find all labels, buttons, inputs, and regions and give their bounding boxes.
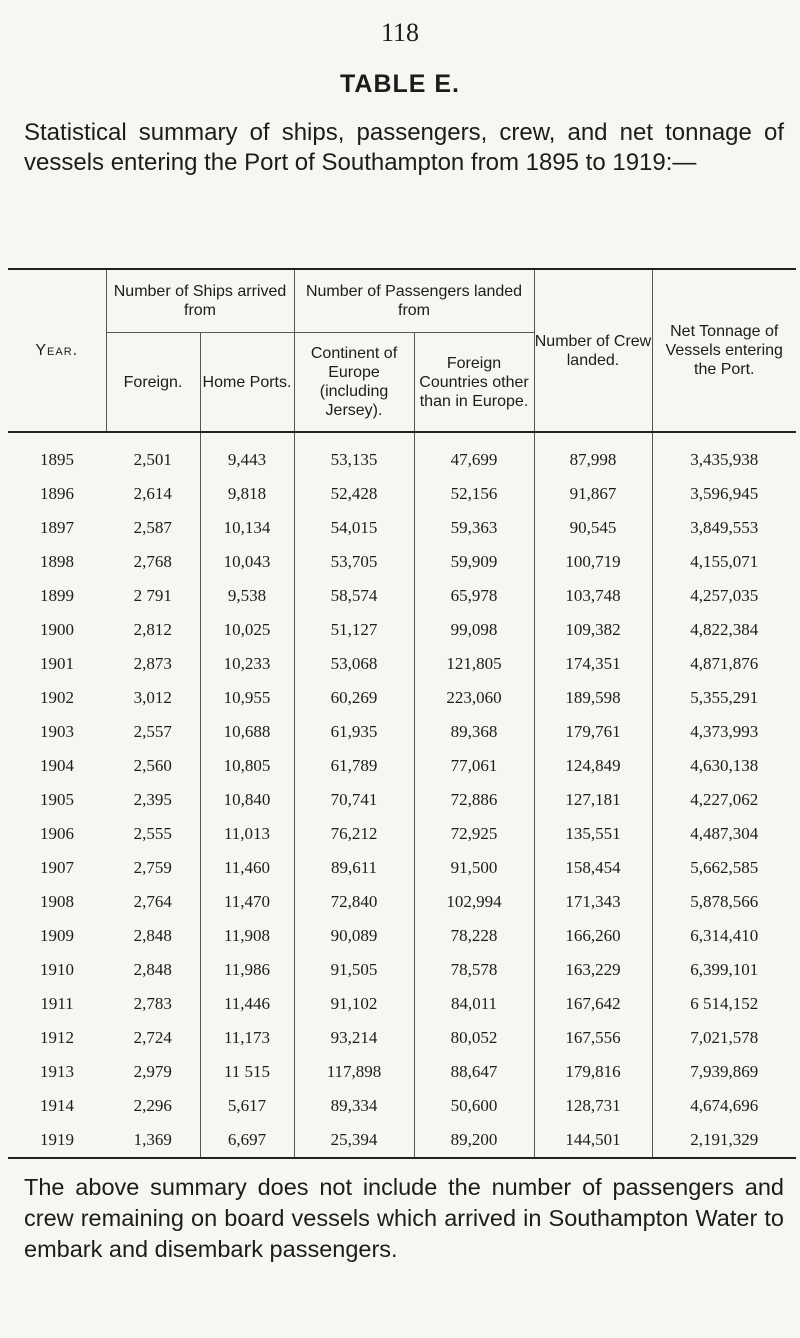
table-row [8, 1089, 796, 1123]
cell-passengers-foreign: 91,500 [414, 851, 534, 885]
cell-ships-home-ports: 10,840 [200, 783, 294, 817]
cell-ships-foreign: 2,587 [106, 511, 200, 545]
header-foreign: Foreign. [106, 333, 200, 433]
cell-passengers-foreign: 78,578 [414, 953, 534, 987]
cell-passengers-continent: 51,127 [294, 613, 414, 647]
cell-ships-home-ports: 10,688 [200, 715, 294, 749]
table-row [8, 817, 796, 851]
table-title: TABLE E. [339, 70, 461, 98]
cell-crew: 163,229 [534, 953, 652, 987]
cell-ships-foreign: 2,759 [106, 851, 200, 885]
cell-ships-foreign: 2,848 [106, 919, 200, 953]
cell-crew: 179,761 [534, 715, 652, 749]
cell-ships-foreign: 2,395 [106, 783, 200, 817]
cell-ships-foreign: 2,557 [106, 715, 200, 749]
cell-crew: 167,642 [534, 987, 652, 1021]
table-row [8, 1021, 796, 1055]
cell-ships-foreign: 3,012 [106, 681, 200, 715]
cell-ships-foreign: 2 791 [106, 579, 200, 613]
cell-passengers-foreign: 121,805 [414, 647, 534, 681]
cell-year: 1900 [40, 620, 74, 639]
cell-tonnage: 7,939,869 [690, 1062, 759, 1081]
cell-tonnage: 5,355,291 [690, 688, 759, 707]
cell-ships-home-ports: 11,460 [200, 851, 294, 885]
table-row [8, 1055, 796, 1089]
cell-passengers-continent: 61,935 [294, 715, 414, 749]
cell-tonnage: 4,674,696 [690, 1096, 759, 1115]
cell-passengers-foreign: 72,925 [414, 817, 534, 851]
cell-year: 1897 [40, 518, 74, 537]
cell-passengers-continent: 117,898 [294, 1055, 414, 1089]
cell-passengers-foreign: 88,647 [414, 1055, 534, 1089]
cell-passengers-foreign: 59,909 [414, 545, 534, 579]
cell-ships-foreign: 2,555 [106, 817, 200, 851]
table-row [8, 511, 796, 545]
cell-crew: 179,816 [534, 1055, 652, 1089]
cell-ships-home-ports: 10,955 [200, 681, 294, 715]
cell-ships-foreign: 2,614 [106, 477, 200, 511]
table-row [8, 477, 796, 511]
cell-tonnage: 7,021,578 [690, 1028, 759, 1047]
cell-ships-foreign: 2,724 [106, 1021, 200, 1055]
cell-year: 1895 [40, 450, 74, 469]
table-row [8, 885, 796, 919]
cell-passengers-foreign: 89,368 [414, 715, 534, 749]
cell-passengers-continent: 89,611 [294, 851, 414, 885]
table-row [8, 613, 796, 647]
cell-passengers-continent: 70,741 [294, 783, 414, 817]
cell-ships-home-ports: 11,013 [200, 817, 294, 851]
cell-ships-foreign: 2,764 [106, 885, 200, 919]
cell-ships-home-ports: 11,986 [200, 953, 294, 987]
cell-tonnage: 5,662,585 [690, 858, 759, 877]
cell-tonnage: 4,227,062 [690, 790, 759, 809]
cell-ships-home-ports: 10,233 [200, 647, 294, 681]
cell-ships-foreign: 2,812 [106, 613, 200, 647]
cell-ships-home-ports: 9,443 [200, 433, 294, 477]
cell-year: 1903 [40, 722, 74, 741]
header-tonnage: Net Tonnage of Vessels entering the Port. [665, 323, 783, 378]
cell-passengers-continent: 53,135 [294, 433, 414, 477]
cell-crew: 90,545 [534, 511, 652, 545]
cell-passengers-continent: 52,428 [294, 477, 414, 511]
header-home-ports: Home Ports. [200, 333, 294, 433]
cell-tonnage: 4,871,876 [690, 654, 759, 673]
cell-passengers-continent: 91,505 [294, 953, 414, 987]
cell-passengers-continent: 53,068 [294, 647, 414, 681]
cell-ships-foreign: 2,848 [106, 953, 200, 987]
cell-ships-home-ports: 10,805 [200, 749, 294, 783]
table-row [8, 433, 796, 477]
table-row [8, 851, 796, 885]
cell-tonnage: 4,487,304 [690, 824, 759, 843]
cell-crew: 127,181 [534, 783, 652, 817]
cell-crew: 87,998 [534, 433, 652, 477]
cell-tonnage: 3,849,553 [690, 518, 759, 537]
table-row [8, 545, 796, 579]
cell-tonnage: 4,822,384 [690, 620, 759, 639]
footnote: The above summary does not include the number of passengers and crew remaining on board vessels which arrived in Southampton Water to embark and disembark passengers. [24, 1174, 784, 1262]
cell-crew: 135,551 [534, 817, 652, 851]
cell-crew: 167,556 [534, 1021, 652, 1055]
cell-ships-foreign: 2,783 [106, 987, 200, 1021]
cell-ships-foreign: 2,501 [106, 433, 200, 477]
table-body [8, 433, 796, 1159]
cell-tonnage: 6,399,101 [690, 960, 759, 979]
cell-year: 1905 [40, 790, 74, 809]
table-row [8, 749, 796, 783]
cell-passengers-continent: 25,394 [294, 1123, 414, 1158]
header-year: Year. [8, 270, 106, 432]
cell-passengers-foreign: 77,061 [414, 749, 534, 783]
cell-tonnage: 4,373,993 [690, 722, 759, 741]
cell-passengers-foreign: 47,699 [414, 433, 534, 477]
cell-ships-foreign: 2,979 [106, 1055, 200, 1089]
cell-tonnage: 5,878,566 [690, 892, 759, 911]
cell-ships-foreign: 2,296 [106, 1089, 200, 1123]
header-continent: Continent of Europe (including Jersey). [294, 333, 414, 433]
cell-ships-home-ports: 5,617 [200, 1089, 294, 1123]
cell-passengers-continent: 76,212 [294, 817, 414, 851]
cell-crew: 166,260 [534, 919, 652, 953]
cell-year: 1906 [40, 824, 74, 843]
header-passengers-group: Number of Passengers landed from [294, 270, 534, 333]
cell-passengers-continent: 89,334 [294, 1089, 414, 1123]
header-crew: Number of Crew landed. [534, 270, 652, 432]
cell-passengers-foreign: 59,363 [414, 511, 534, 545]
cell-tonnage: 6 514,152 [690, 994, 759, 1013]
cell-crew: 174,351 [534, 647, 652, 681]
cell-crew: 144,501 [534, 1123, 652, 1158]
cell-passengers-continent: 91,102 [294, 987, 414, 1021]
table-header [8, 269, 796, 433]
cell-ships-foreign: 2,560 [106, 749, 200, 783]
cell-passengers-foreign: 99,098 [414, 613, 534, 647]
table-row [8, 783, 796, 817]
table-row [8, 647, 796, 681]
cell-passengers-foreign: 78,228 [414, 919, 534, 953]
cell-passengers-foreign: 80,052 [414, 1021, 534, 1055]
cell-passengers-continent: 93,214 [294, 1021, 414, 1055]
cell-year: 1904 [40, 756, 74, 775]
cell-year: 1898 [40, 552, 74, 571]
cell-tonnage: 3,435,938 [690, 450, 759, 469]
cell-passengers-foreign: 84,011 [414, 987, 534, 1021]
cell-passengers-continent: 60,269 [294, 681, 414, 715]
cell-ships-home-ports: 9,538 [200, 579, 294, 613]
header-foreign-countries: Foreign Countries other than in Europe. [414, 333, 534, 433]
cell-crew: 109,382 [534, 613, 652, 647]
cell-ships-home-ports: 11,173 [200, 1021, 294, 1055]
cell-year: 1908 [40, 892, 74, 911]
cell-crew: 171,343 [534, 885, 652, 919]
cell-tonnage: 4,155,071 [690, 552, 759, 571]
cell-year: 1899 [40, 586, 74, 605]
cell-ships-home-ports: 10,134 [200, 511, 294, 545]
page-number: 118 [380, 18, 420, 47]
cell-ships-foreign: 2,768 [106, 545, 200, 579]
cell-passengers-continent: 54,015 [294, 511, 414, 545]
cell-crew: 91,867 [534, 477, 652, 511]
cell-ships-home-ports: 11,470 [200, 885, 294, 919]
cell-passengers-continent: 90,089 [294, 919, 414, 953]
header-ships-group: Number of Ships arrived from [106, 270, 294, 333]
table-row [8, 987, 796, 1021]
cell-year: 1909 [40, 926, 74, 945]
cell-passengers-foreign: 65,978 [414, 579, 534, 613]
cell-passengers-foreign: 50,600 [414, 1089, 534, 1123]
cell-ships-foreign: 2,873 [106, 647, 200, 681]
cell-crew: 158,454 [534, 851, 652, 885]
cell-year: 1901 [40, 654, 74, 673]
cell-tonnage: 6,314,410 [690, 926, 759, 945]
cell-passengers-continent: 61,789 [294, 749, 414, 783]
cell-passengers-foreign: 72,886 [414, 783, 534, 817]
cell-passengers-foreign: 102,994 [414, 885, 534, 919]
cell-crew: 100,719 [534, 545, 652, 579]
cell-passengers-foreign: 89,200 [414, 1123, 534, 1158]
cell-passengers-continent: 72,840 [294, 885, 414, 919]
cell-ships-home-ports: 11,908 [200, 919, 294, 953]
cell-tonnage: 2,191,329 [690, 1130, 759, 1149]
cell-year: 1910 [40, 960, 74, 979]
cell-passengers-foreign: 223,060 [414, 681, 534, 715]
statistics-table-container [8, 268, 796, 1159]
table-row [8, 953, 796, 987]
cell-passengers-continent: 53,705 [294, 545, 414, 579]
cell-year: 1914 [40, 1096, 74, 1115]
cell-year: 1912 [40, 1028, 74, 1047]
cell-year: 1902 [40, 688, 74, 707]
table-row [8, 919, 796, 953]
cell-crew: 128,731 [534, 1089, 652, 1123]
intro-paragraph: Statistical summary of ships, passengers, crew, and net tonnage of vessels entering the Port of Southampton from 1895 to 1919:— [24, 119, 784, 176]
cell-tonnage: 4,630,138 [690, 756, 759, 775]
cell-tonnage: 4,257,035 [690, 586, 759, 605]
cell-year: 1913 [40, 1062, 74, 1081]
cell-ships-home-ports: 10,025 [200, 613, 294, 647]
cell-ships-home-ports: 9,818 [200, 477, 294, 511]
table-row [8, 715, 796, 749]
cell-ships-home-ports: 6,697 [200, 1123, 294, 1158]
statistics-table [8, 268, 796, 1159]
cell-crew: 103,748 [534, 579, 652, 613]
table-row [8, 681, 796, 715]
cell-ships-home-ports: 11,446 [200, 987, 294, 1021]
cell-year: 1919 [40, 1130, 74, 1149]
cell-passengers-continent: 58,574 [294, 579, 414, 613]
cell-year: 1911 [40, 994, 74, 1013]
table-row [8, 1123, 796, 1158]
cell-tonnage: 3,596,945 [690, 484, 759, 503]
cell-ships-home-ports: 11 515 [200, 1055, 294, 1089]
cell-crew: 124,849 [534, 749, 652, 783]
table-row [8, 579, 796, 613]
cell-ships-foreign: 1,369 [106, 1123, 200, 1158]
cell-crew: 189,598 [534, 681, 652, 715]
cell-ships-home-ports: 10,043 [200, 545, 294, 579]
cell-passengers-foreign: 52,156 [414, 477, 534, 511]
cell-year: 1907 [40, 858, 74, 877]
cell-year: 1896 [40, 484, 74, 503]
